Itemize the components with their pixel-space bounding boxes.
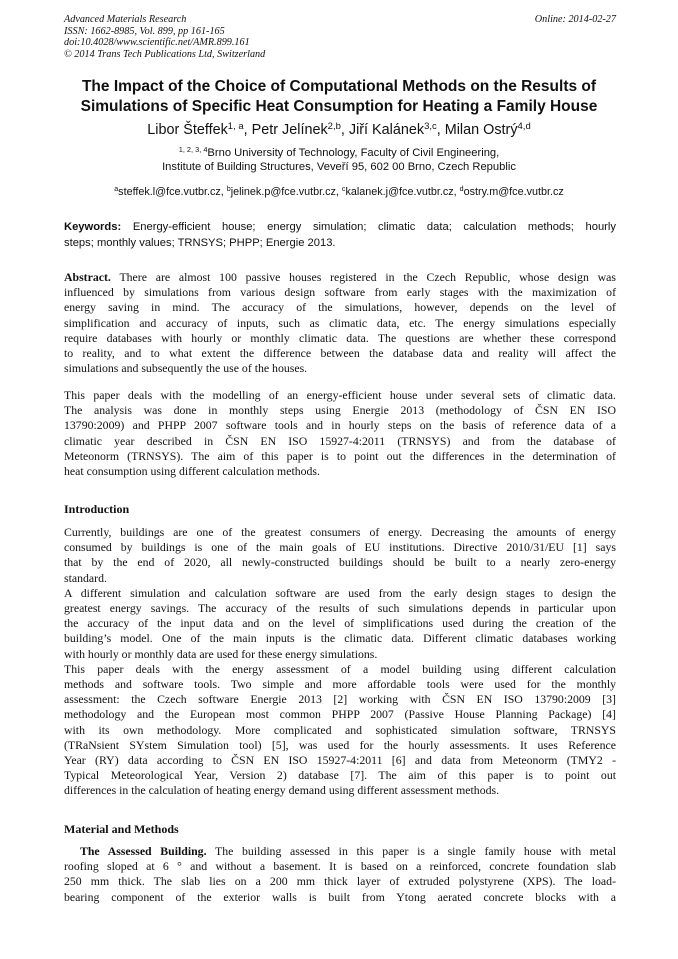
body-line: that by the end of 2020, all newly-constructed buildings should be built to a nearly zero-energy <box>64 555 616 570</box>
journal-name: Advanced Materials Research <box>64 14 187 25</box>
introduction-paragraph-1 <box>64 525 616 799</box>
body-line: (TRaNsient SYstem Simulation tool) [5], was used for the hourly assessments. It uses Reference <box>64 737 616 752</box>
body-line: greatest energy savings. The accuracy of the results of such simulations depends in particular upon <box>64 601 616 616</box>
body-line: the accuracy of the input data and on the level of simplifications used during the creation of the <box>64 616 616 631</box>
email-link[interactable]: steffek.l@fce.vutbr.cz <box>118 186 221 198</box>
keywords <box>64 220 616 251</box>
body-line: 250 mm thick. The slab lies on a 200 mm thick layer of extruded polystyrene (XPS). The load- <box>64 874 616 889</box>
email-sup: b <box>226 185 231 194</box>
title-line: The Impact of the Choice of Computational Methods on the Results of <box>81 78 597 95</box>
issn: ISSN: 1662-8985, Vol. 899, pp 161-165 <box>64 25 225 37</box>
body-line: consumed by buildings is one of the main goals of EU institutions. Directive 2010/31/EU [1] says <box>64 540 616 555</box>
keywords-text: steps; monthly values; TRNSYS; PHPP; Energie 2013. <box>64 236 336 249</box>
online-date: Online: 2014-02-27 <box>534 14 616 25</box>
abstract-line: climatic year described in ČSN EN ISO 15927-4:2011 (TRNSYS) and from the database of <box>64 433 616 448</box>
abstract-line: This paper deals with the modelling of an energy-efficient house under several sets of climatic data. <box>64 388 616 402</box>
methods-paragraph <box>64 844 616 905</box>
abstract-line: 13790:2009) and PHPP 2007 software tools and in hourly steps on the basis of reference data of a <box>64 418 616 433</box>
title-line: Simulations of Specific Heat Consumption for Heating a Family House <box>80 98 598 115</box>
author-name: Petr Jelínek <box>251 122 328 138</box>
copyright: © 2014 Trans Tech Publications Ltd, Switzerland <box>64 48 266 60</box>
body-line: differences in the calculation of heating energy demand using different assessment methods. <box>64 783 500 798</box>
abstract-line: to reality, and to what extent the difference between the database data and reality will affect the <box>64 346 616 361</box>
doi: doi:10.4028/www.scientific.net/AMR.899.161 <box>64 37 250 49</box>
journal-header <box>64 14 616 60</box>
email-sup: a <box>114 185 119 194</box>
email-list: $^a$steffek.l@fce.vutbr.cz, $^b$jelinek.p@fce.vutbr.cz, $^c$kalanek.j@fce.vutbr.cz, $^d$ostry.m@fce.vutbr.cz <box>114 185 564 198</box>
body-line: Typical Meteorological Year, Version 2) database [7]. The aim of this paper is to point out <box>64 768 616 783</box>
section-heading-introduction: Introduction <box>64 502 130 516</box>
body-line: methods and software tools. Two simple and more affordable tools were used for the monthly <box>64 677 616 692</box>
section-heading-methods: Material and Methods <box>64 822 179 836</box>
keywords-label: Keywords: <box>64 221 122 233</box>
affiliation-sup: 1, 2, 3, 4 <box>178 145 208 155</box>
abstract-line: There are almost 100 passive houses registered in the Czech Republic, whose design was <box>119 270 616 284</box>
email-sup: d <box>459 185 464 194</box>
author-sup: 2,b <box>327 121 341 133</box>
abstract-line: simulations and subsequently the use of the houses. <box>64 361 308 376</box>
body-line: roofing sloped at 6 ° and without a basement. It is based on a reinforced, concrete foundation slab <box>64 859 616 874</box>
author-name: Libor Šteffek <box>147 122 228 138</box>
body-line: The building assessed in this paper is a single family house with metal <box>215 844 616 858</box>
email-link[interactable]: kalanek.j@fce.vutbr.cz <box>345 186 454 198</box>
abstract-label: Abstract. <box>64 270 111 284</box>
body-line: A different simulation and calculation software are used from the early design stages to design the <box>64 585 616 600</box>
body-line: methodology and the European most common PHPP 2007 (Passive House Planning Package) [4] <box>64 707 616 722</box>
author-sup: 4,d <box>517 121 531 133</box>
abstract-line: influenced by simulations from various design software from early stages with the maximization of <box>64 285 616 300</box>
affiliation <box>50 146 628 174</box>
body-line: Currently, buildings are one of the greatest consumers of energy. Decreasing the amounts of energy <box>64 525 616 539</box>
email-link[interactable]: ostry.m@fce.vutbr.cz <box>463 186 564 198</box>
author-list: Libor Šteffek$^{1, a}$, Petr Jelínek$^{2,b}$, Jiří Kalánek$^{3,c}$, Milan Ostrý$^{4,d}$ <box>147 121 531 138</box>
abstract-line: simplification and accuracy of inputs, such as climatic data, etc. The energy simulations especially <box>64 315 616 330</box>
author-name: Milan Ostrý <box>444 122 518 138</box>
body-line: standard. <box>64 570 107 585</box>
affiliation-line: Institute of Building Structures, Veveří 95, 602 00 Brno, Czech Republic <box>162 161 516 173</box>
abstract-line: require databases with hourly or monthly climatic data. The questions are whether these correspond <box>64 330 616 345</box>
body-line: assessment: the Czech software Energie 2013 [2] working with ČSN EN ISO 13790:2009 [3] <box>64 692 616 707</box>
abstract-line: energy saving in mind. The accuracy of the simulations, however, depends on the level of <box>64 300 616 315</box>
paper-title <box>50 77 628 117</box>
author-sup: 3,c <box>424 121 437 133</box>
abstract-line: Meteonorm (TRNSYS). The aim of this paper is to point out the differences in the determination of <box>64 448 616 463</box>
body-line: Year (RY) data according to ČSN EN ISO 15927-4:2011 [6] and data from Meteonorm (TMY2 - <box>64 753 616 768</box>
abstract-paragraph-2 <box>64 388 616 479</box>
abstract-line: The analysis was done in monthly steps using Energie 2013 (methodology of ČSN EN ISO <box>64 403 616 418</box>
email-link[interactable]: jelinek.p@fce.vutbr.cz <box>230 186 336 198</box>
body-line: with hourly or monthly data are used for these energy simulations. <box>64 646 378 661</box>
keywords-text: Energy-efficient house; energy simulation; climatic data; calculation methods; hourly <box>132 221 616 233</box>
email-sup: c <box>341 185 346 194</box>
body-line: with its own methodology. More complicated and sophisticated simulation software, TRNSYS <box>64 722 616 737</box>
body-line: bearing component of the exterior walls is built from Ytong aerated concrete blocks with a <box>64 889 616 904</box>
subsection-label: The Assessed Building. <box>80 844 207 858</box>
abstract <box>64 270 616 376</box>
abstract-line: heat consumption using different calculation methods. <box>64 464 320 479</box>
body-line: This paper deals with the energy assessment of a model building using different calculation <box>64 661 616 676</box>
author-name: Jiří Kalánek <box>348 122 425 138</box>
author-sup: 1, a <box>227 121 244 133</box>
body-line: building’s model. One of the main inputs is the climatic data. Different climatic databases working <box>64 631 616 646</box>
affiliation-line: Brno University of Technology, Faculty of Civil Engineering, <box>207 147 500 159</box>
